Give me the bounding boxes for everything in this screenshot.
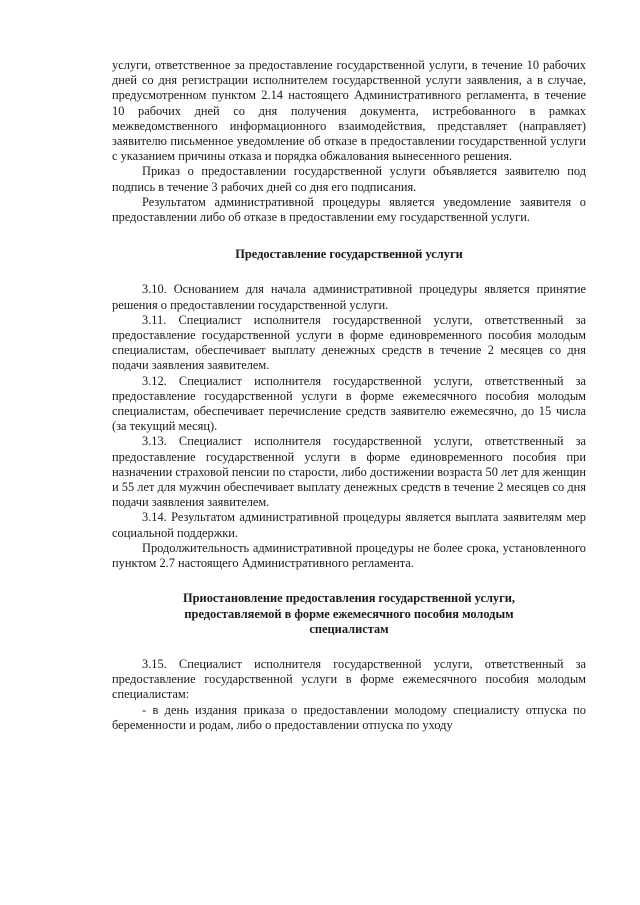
paragraph: - в день издания приказа о предоставлении молодому специалисту отпуска по беременности и родам, либо о предоставлении отпуска по уходу [112, 702, 586, 732]
paragraph: 3.13. Специалист исполнителя государственной услуги, ответственный за предоставление государственной услуги в форме единовременного пособия при назначении страховой пенсии по старости, либо достижении возраста 50 лет для женщин и 55 лет для мужчин обеспечивает выплату денежных средств в течение 2 месяцев со дня подачи заявления заявителем. [112, 434, 586, 510]
section-heading: Приостановление предоставления государственной услуги, предоставляемой в форме ежемесячного пособия молодым специалистам [183, 591, 515, 636]
paragraph: 3.11. Специалист исполнителя государственной услуги, ответственный за предоставление государственной услуги в форме единовременного пособия молодым специалистам, обеспечивает выплату денежных средств в течение 2 месяцев со дня подачи заявления заявителем. [112, 312, 586, 373]
paragraph: 3.15. Специалист исполнителя государственной услуги, ответственный за предоставление государственной услуги в форме ежемесячного пособия молодым специалистам: [112, 656, 586, 702]
paragraph: Приказ о предоставлении государственной услуги объявляется заявителю под подпись в течение 3 рабочих дней со дня его подписания. [112, 164, 586, 194]
paragraph: услуги, ответственное за предоставление государственной услуги, в течение 10 рабочих дней со дня регистрации исполнителем государственной услуги заявления, а в случае, предусмотренном пунктом 2.14 настоящего Административного регламента, в течение 10 рабочих дней со дня получения документа, истребованного в рамках межведомственного информационного взаимодействия, представляет (направляет) заявителю письменное уведомление об отказе в предоставлении государственной услуги с указанием причины отказа и порядка обжалования вынесенного решения. [112, 58, 586, 164]
paragraph: 3.14. Результатом административной процедуры является выплата заявителям мер социальной поддержки. [112, 510, 586, 540]
paragraph: 3.10. Основанием для начала административной процедуры является принятие решения о предоставлении государственной услуги. [112, 282, 586, 312]
paragraph: Результатом административной процедуры является уведомление заявителя о предоставлении либо об отказе в предоставлении ему государственной услуги. [112, 194, 586, 225]
section-heading: Предоставление государственной услуги [235, 247, 463, 262]
paragraph: Продолжительность административной процедуры не более срока, установленного пунктом 2.7 настоящего Административного регламента. [112, 540, 586, 571]
paragraph: 3.12. Специалист исполнителя государственной услуги, ответственный за предоставление государственной услуги в форме ежемесячного пособия молодым специалистам, обеспечивает перечисление средств заявителю ежемесячно, до 15 числа (за текущий месяц). [112, 373, 586, 434]
